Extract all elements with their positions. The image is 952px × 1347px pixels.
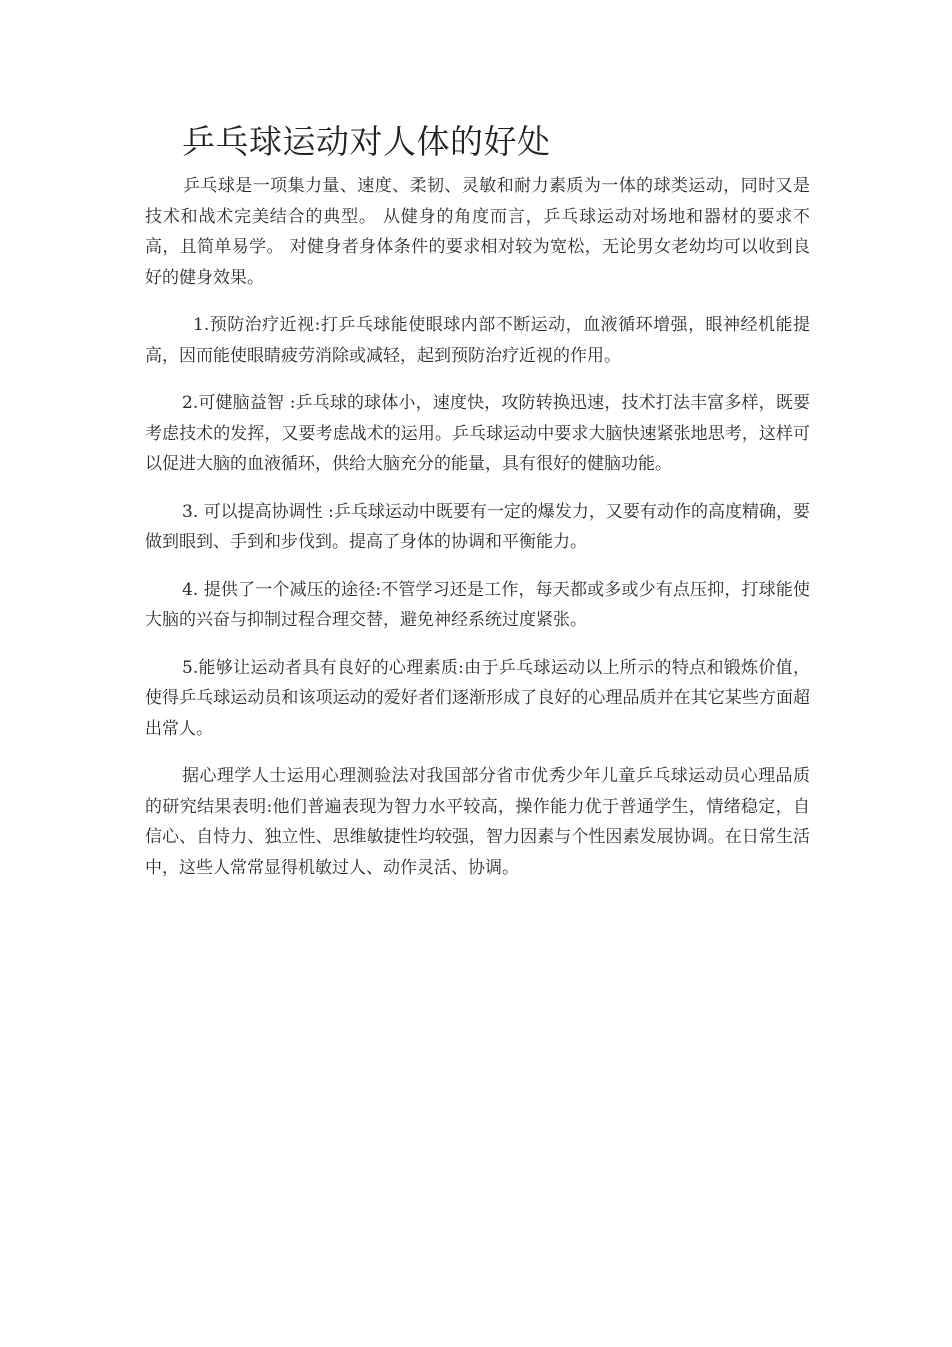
intro-paragraph: 乒乓球是一项集力量、速度、柔韧、灵敏和耐力素质为一体的球类运动，同时又是技术和战术完美结合的典型。 从健身的角度而言，乒乓球运动对场地和器材的要求不高，且简单易学。 对健身者身体条件的要求相对较为宽松，无论男女老幼均可以收到良好的健身效果。 [145,176,810,288]
benefit-paragraph-3: 3. 可以提高协调性 :乒乓球运动中既要有一定的爆发力，又要有动作的高度精确，要做到眼到、手到和步伐到。提高了身体的协调和平衡能力。 [145,501,810,552]
benefit-paragraph-2: 2.可健脑益智 :乒乓球的球体小，速度快，攻防转换迅速，技术打法丰富多样，既要考虑技术的发挥，又要考虑战术的运用。乒乓球运动中要求大脑快速紧张地思考，这样可以促进大脑的血液循环，供给大脑充分的能量，具有很好的健脑功能。 [145,393,810,474]
research-paragraph: 据心理学人士运用心理测验法对我国部分省市优秀少年儿童乒乓球运动员心理品质的研究结果表明:他们普遍表现为智力水平较高，操作能力优于普通学生，情绪稳定，自信心、自恃力、独立性、思维敏捷性均较强，智力因素与个性因素发展协调。在日常生活中，这些人常常显得机敏过人、动作灵活、协调。 [145,766,810,878]
benefit-paragraph-1: 1.预防治疗近视:打乒乓球能使眼球内部不断运动，血液循环增强，眼神经机能提高，因而能使眼睛疲劳消除或减轻，起到预防治疗近视的作用。 [145,315,810,366]
benefit-paragraph-4: 4. 提供了一个减压的途径:不管学习还是工作，每天都或多或少有点压抑，打球能使大脑的兴奋与抑制过程合理交替，避免神经系统过度紧张。 [145,579,810,630]
benefit-paragraph-5: 5.能够让运动者具有良好的心理素质:由于乒乓球运动以上所示的特点和锻炼价值，使得乒乓球运动员和该项运动的爱好者们逐渐形成了良好的心理品质并在其它某些方面超出常人。 [145,657,810,739]
document-title: 乒乓球运动对人体的好处 [182,122,551,161]
document-body [145,171,810,883]
